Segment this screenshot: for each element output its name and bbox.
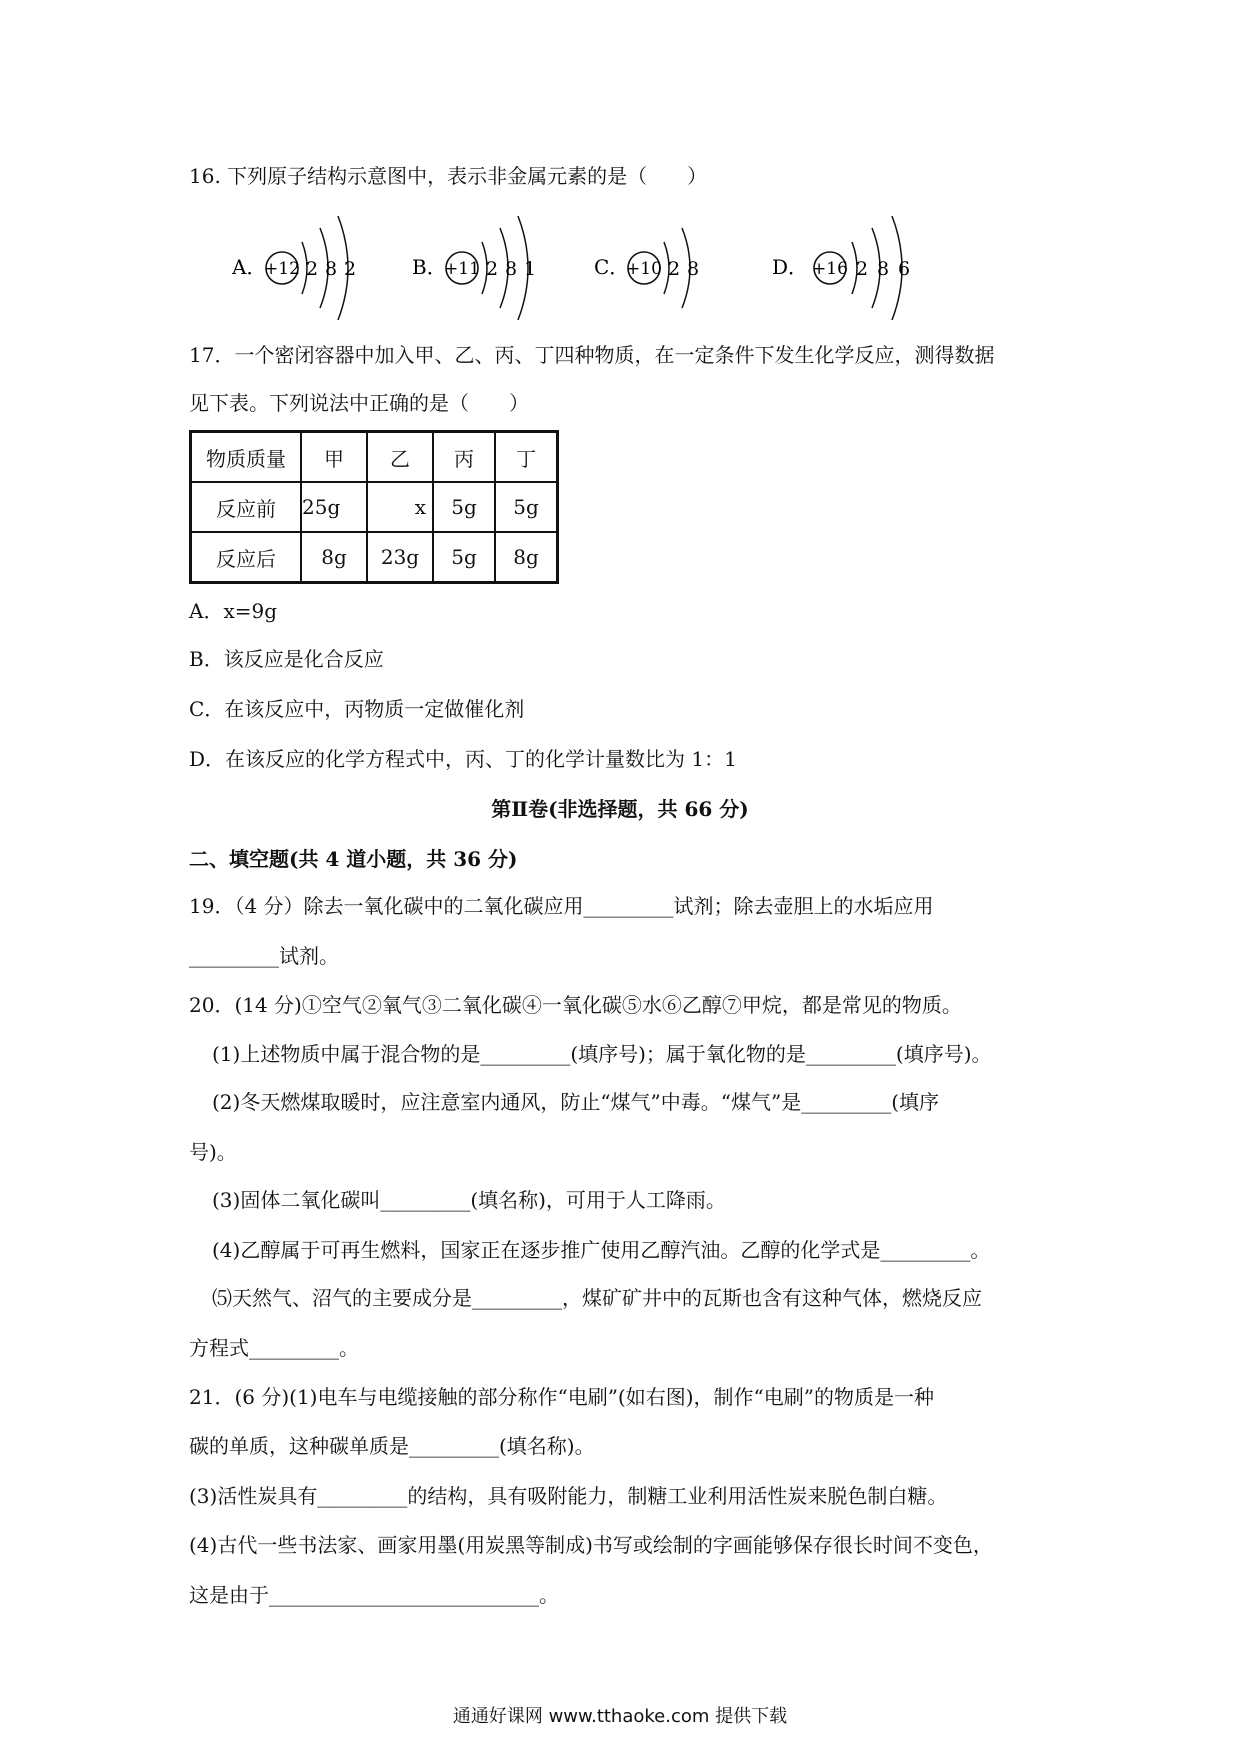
shell-electrons: 2 — [305, 258, 319, 280]
q16-stem: 16. 下列原子结构示意图中，表示非金属元素的是（ ） — [189, 164, 708, 188]
part-title: 二、填空题(共 4 道小题，共 36 分) — [189, 847, 518, 871]
q21-line3: (3)活性炭具有_________的结构，具有吸附能力，制糖工业利用活性炭来脱色制白糖。 — [189, 1484, 948, 1508]
shell-electrons: 8 — [504, 258, 518, 280]
table-row — [191, 482, 558, 532]
shell-electrons: 2 — [855, 258, 869, 280]
table-cell: 乙 — [367, 432, 433, 483]
table-row — [191, 532, 558, 583]
q19-line2: _________试剂。 — [189, 944, 339, 968]
nucleus-charge: +12 — [264, 259, 300, 279]
table-cell: 反应前 — [191, 482, 302, 532]
reaction-data-table — [189, 430, 559, 584]
table-cell: 23g — [367, 532, 433, 583]
table-header-row — [191, 432, 558, 483]
q21-line2: 碳的单质，这种碳单质是_________(填名称)。 — [189, 1434, 595, 1458]
q20-stem: 20．(14 分)①空气②氧气③二氧化碳④一氧化碳⑤水⑥乙醇⑦甲烷，都是常见的物质。 — [189, 993, 962, 1017]
nucleus-charge: +10 — [626, 259, 662, 279]
q21-line4: (4)古代一些书法家、画家用墨(用炭黑等制成)书写或绘制的字画能够保存很长时间不变色， — [189, 1533, 993, 1557]
nucleus-charge: +11 — [444, 259, 480, 279]
table-cell: 5g — [433, 482, 495, 532]
table-cell: 8g — [301, 532, 367, 583]
shell-electrons: 6 — [897, 258, 911, 280]
q17-stem-line1: 17．一个密闭容器中加入甲、乙、丙、丁四种物质，在一定条件下发生化学反应，测得数据 — [189, 343, 995, 367]
atom-diagram-a — [232, 208, 392, 328]
q17-option-b: B．该反应是化合反应 — [189, 647, 384, 671]
table-cell: 反应后 — [191, 532, 302, 583]
atom-diagram-b — [412, 208, 572, 328]
shell-electrons: 8 — [324, 258, 338, 280]
q20-part5-line2: 方程式_________。 — [189, 1336, 359, 1360]
table-cell: 甲 — [301, 432, 367, 483]
table-cell: 8g — [495, 532, 558, 583]
option-letter: C． — [594, 255, 630, 279]
q20-part1: (1)上述物质中属于混合物的是_________(填序号)；属于氧化物的是_________(填序号)。 — [212, 1042, 992, 1066]
atom-diagram-c — [594, 208, 734, 328]
q21-line5: 这是由于___________________________。 — [189, 1583, 559, 1607]
q21-line1: 21．(6 分)(1)电车与电缆接触的部分称作“电刷”(如右图)，制作“电刷”的物质是一种 — [189, 1385, 934, 1409]
q20-part3: (3)固体二氧化碳叫_________(填名称)，可用于人工降雨。 — [212, 1188, 726, 1212]
shell-electrons: 2 — [343, 258, 357, 280]
table-cell: 5g — [433, 532, 495, 583]
q19-line1: 19．（4 分）除去一氧化碳中的二氧化碳应用_________试剂；除去壶胆上的水垢应用 — [189, 894, 934, 918]
table-cell: 5g — [495, 482, 558, 532]
q17-stem-line2: 见下表。下列说法中正确的是（ ） — [189, 391, 529, 415]
option-letter: D． — [772, 255, 809, 279]
q17-option-c: C．在该反应中，丙物质一定做催化剂 — [189, 697, 525, 721]
table-cell: 丁 — [495, 432, 558, 483]
q17-option-a: A．x=9g — [189, 599, 278, 623]
table-cell: 丙 — [433, 432, 495, 483]
shell-electrons: 2 — [485, 258, 499, 280]
q20-part4: (4)乙醇属于可再生燃料，国家正在逐步推广使用乙醇汽油。乙醇的化学式是_________。 — [212, 1238, 991, 1262]
shell-electrons: 2 — [667, 258, 681, 280]
q20-part2-line2: 号)。 — [189, 1140, 237, 1164]
table-cell: 物质质量 — [191, 432, 302, 483]
q20-part5-line1: ⑸天然气、沼气的主要成分是_________，煤矿矿井中的瓦斯也含有这种气体，燃烧反应 — [212, 1286, 982, 1310]
table-cell: x — [367, 482, 433, 532]
table-cell: 25g — [301, 482, 367, 532]
option-letter: B． — [412, 255, 447, 279]
option-letter: A． — [232, 255, 267, 279]
shell-electrons: 1 — [523, 258, 537, 280]
page-footer: 通通好课网 www.tthaoke.com 提供下载 — [452, 1706, 788, 1727]
nucleus-charge: +16 — [812, 259, 848, 279]
q20-part2-line1: (2)冬天燃煤取暖时，应注意室内通风，防止“煤气”中毒。“煤气”是_________(填序 — [212, 1090, 940, 1114]
section-title: 第Ⅱ卷(非选择题，共 66 分) — [491, 797, 749, 821]
q17-option-d: D．在该反应的化学方程式中，丙、丁的化学计量数比为 1：1 — [189, 747, 737, 771]
shell-electrons: 8 — [876, 258, 890, 280]
shell-electrons: 8 — [686, 258, 700, 280]
atom-diagram-d — [772, 208, 952, 328]
